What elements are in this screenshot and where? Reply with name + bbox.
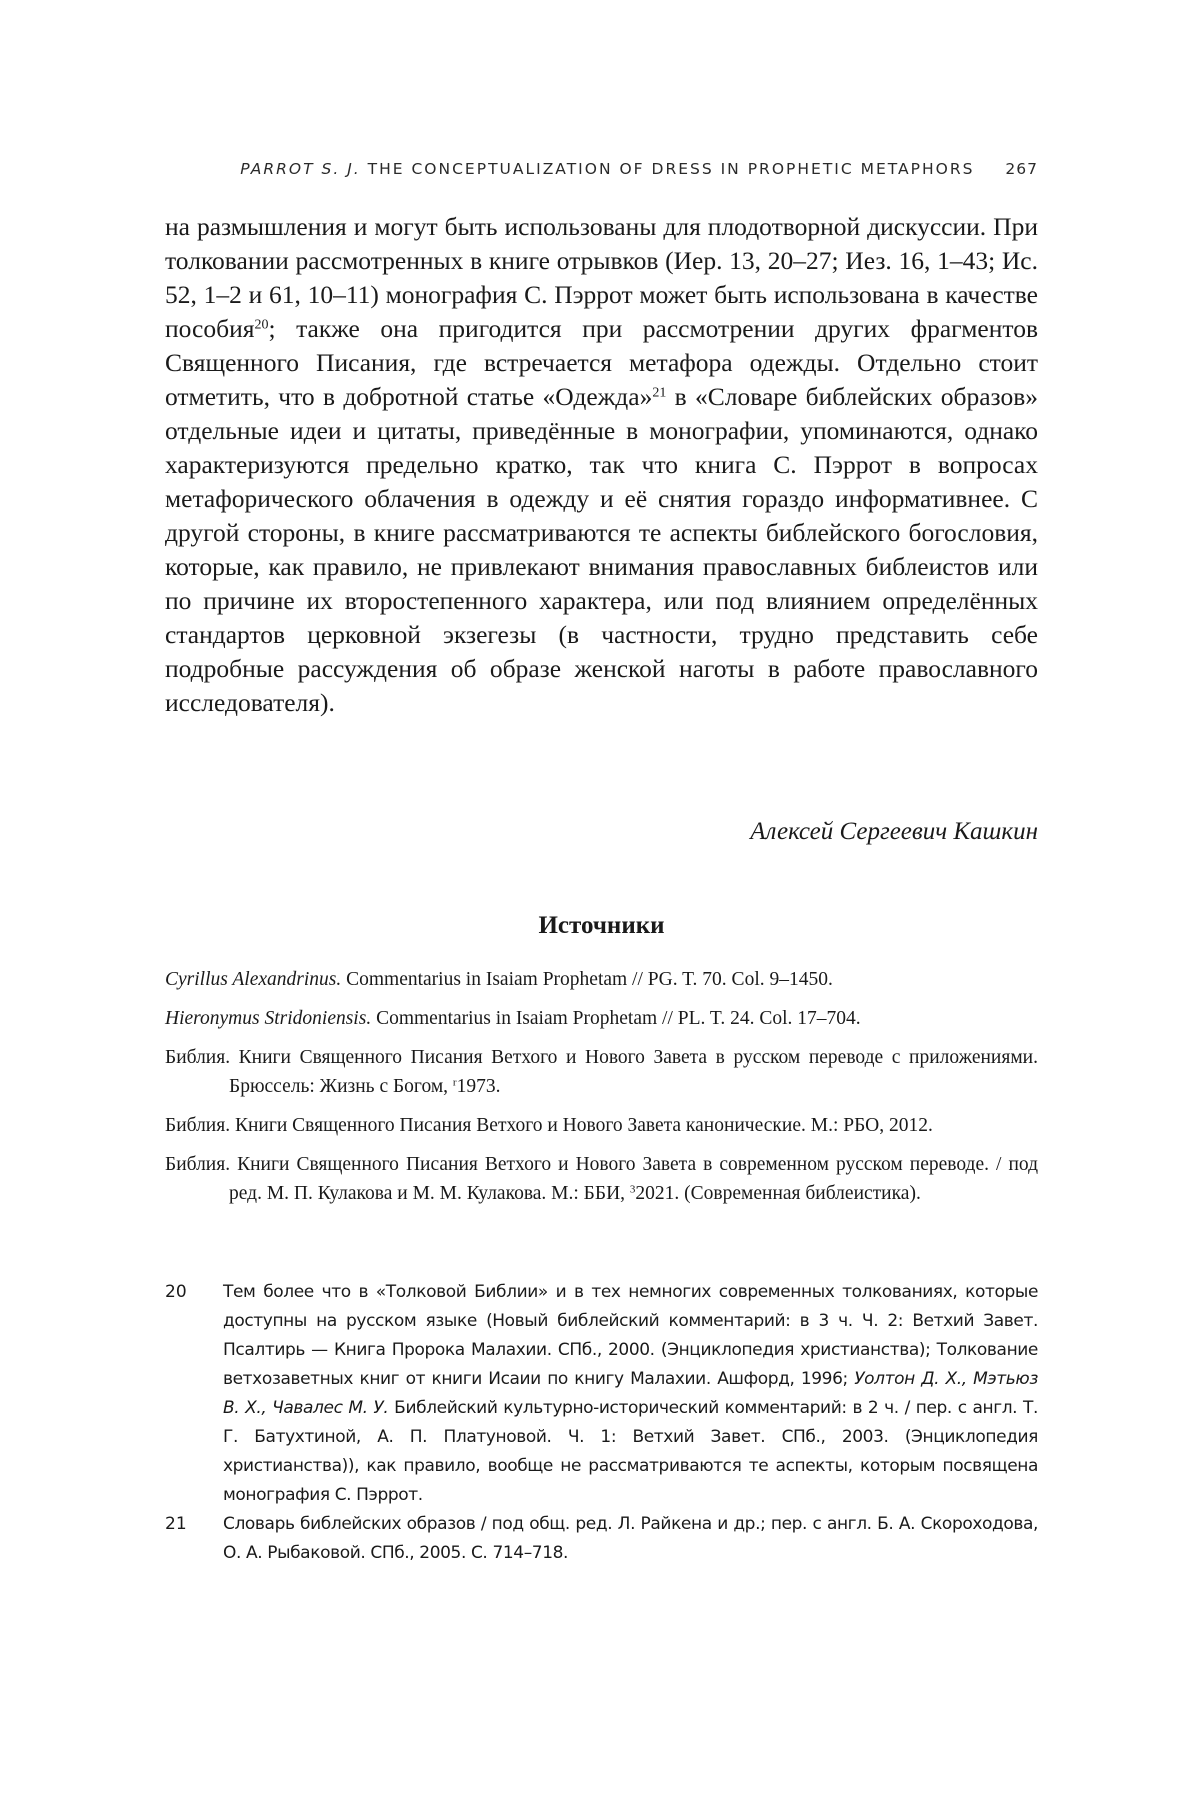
author-signature: Алексей Сергеевич Кашкин — [750, 818, 1038, 845]
edition-number: 3 — [629, 1183, 636, 1196]
body-text-part-2: ; также она пригодится при рассмотрении других фрагментов Священного Писания, где встречается метафора одежды. Отдельно стоит отметить, что в добротной статье «Одежда» — [165, 314, 1038, 411]
footnote-text-part: Библейский культурно-исторический комментарий: в 2 ч. / пер. с англ. Т. Г. Батухтиной, А. П. Платуновой. Ч. 1: Ветхий Завет. СПб., 2003. (Энциклопедия христианства)), как правило, вообще не рассматриваются те аспекты, которым посвящена монография С. Пэррот. — [223, 1398, 1038, 1505]
footnote-text-part: Тем более что в «Толковой Библии» и в тех немногих современных толкованиях, которые доступны на русском языке (Новый библейский комментарий: в 3 ч. Ч. 2: Ветхий Завет. Псалтирь — Книга Пророка Малахии. СПб., 2000. (Энциклопедия христианства); Толкование ветхозаветных книг от книги Исаии по книгу Малахии. Ашфорд, 1996; — [223, 1282, 1038, 1389]
footnote-ref-20[interactable]: 20 — [254, 317, 269, 333]
footnote-text — [223, 1278, 1038, 1510]
source-text: Библия. Книги Священного Писания Ветхого и Нового Завета канонические. М.: РБО, 2012. — [165, 1115, 933, 1136]
body-paragraph — [165, 210, 1038, 720]
source-entry — [165, 1150, 1038, 1208]
source-entry — [165, 1043, 1038, 1101]
footnote-ref-21[interactable]: 21 — [652, 385, 667, 401]
source-entry — [165, 965, 1038, 994]
running-header-author: PARROT S. J. — [240, 160, 361, 178]
footnote-number: 21 — [165, 1514, 187, 1534]
source-text: Commentarius in Isaiam Prophetam // PL. T. 24. Col. 17–704. — [371, 1008, 861, 1029]
footnote-20 — [165, 1278, 1038, 1510]
sources-list — [165, 965, 1038, 1218]
footnote-21 — [165, 1510, 1038, 1568]
source-text: Библия. Книги Священного Писания Ветхого и Нового Завета в современном русском переводе. / под ред. М. П. Кулакова и М. М. Кулакова. М.: ББИ, — [165, 1154, 1038, 1204]
sources-heading: Источники — [538, 912, 665, 939]
footnote-text: Словарь библейских образов / под общ. ред. Л. Райкена и др.; пер. с англ. Б. А. Скороходова, О. А. Рыбаковой. СПб., 2005. С. 714–718. — [223, 1514, 1038, 1563]
running-header-title: THE CONCEPTUALIZATION OF DRESS IN PROPHETIC METAPHORS — [367, 160, 975, 178]
page-number: 267 — [1005, 160, 1038, 178]
footnotes — [165, 1278, 1038, 1568]
source-author: Hieronymus Stridoniensis. — [165, 1008, 372, 1029]
source-text-end: 1973. — [456, 1076, 501, 1097]
source-text: Библия. Книги Священного Писания Ветхого и Нового Завета в русском переводе с приложениями. Брюссель: Жизнь с Богом, — [165, 1047, 1038, 1097]
footnote-number: 20 — [165, 1282, 187, 1302]
body-text-part-1: на размышления и могут быть использованы для плодотворной дискуссии. При толковании рассмотренных в книге отрывков (Иер. 13, 20–27; Иез. 16, 1–43; Ис. 52, 1–2 и 61, 10–11) монография С. Пэррот может быть использована в качестве пособия — [165, 212, 1038, 343]
running-header — [165, 160, 1038, 178]
edition-number: r — [452, 1076, 457, 1089]
source-entry — [165, 1111, 1038, 1140]
footnote-authors: Уолтон Д. Х., Мэтьюз В. Х., Чавалес М. У. — [223, 1369, 1038, 1418]
source-author: Cyrillus Alexandrinus. — [165, 969, 342, 990]
source-text: Commentarius in Isaiam Prophetam // PG. T. 70. Col. 9–1450. — [341, 969, 833, 990]
source-text-end: 2021. (Современная библеистика). — [635, 1183, 921, 1204]
body-text-part-3: в «Словаре библейских образов» отдельные идеи и цитаты, приведённые в монографии, упоминаются, однако характеризуются предельно кратко, так что книга С. Пэррот в вопросах метафорического облачения в одежду и её снятия гораздо информативнее. С другой стороны, в книге рассматриваются те аспекты библейского богословия, которые, как правило, не привлекают внимания православных библеистов или по причине их второстепенного характера, или под влиянием определённых стандартов церковной экзегезы (в частности, трудно представить себе подробные рассуждения об образе женской наготы в работе православного исследователя). — [165, 382, 1039, 717]
source-entry — [165, 1004, 1038, 1033]
